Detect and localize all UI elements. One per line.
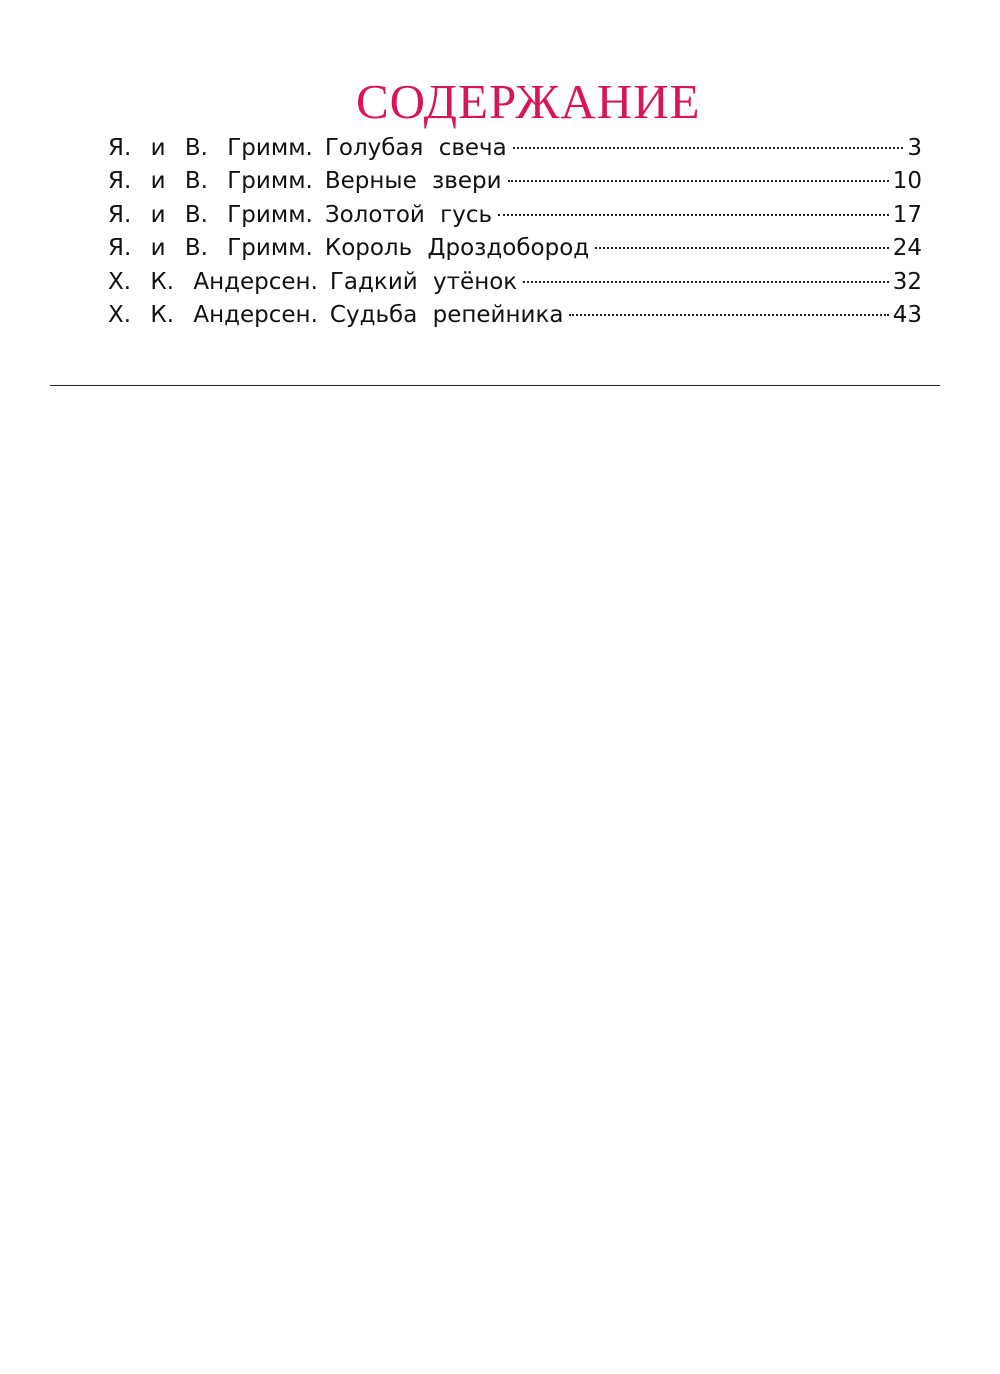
dot-leader [569, 314, 888, 316]
page-title: СОДЕРЖАНИЕ [356, 74, 701, 129]
toc-author: Я. и В. Гримм. [108, 135, 313, 161]
toc-story-title: Гадкий утёнок [329, 268, 518, 295]
toc-entry[interactable] [108, 299, 922, 332]
dot-leader [523, 281, 889, 283]
horizontal-rule [50, 385, 940, 386]
toc-page-number: 24 [892, 235, 922, 262]
toc-author: Я. и В. Гримм. [108, 168, 313, 195]
toc-author: Я. и В. Гримм. [108, 235, 313, 262]
dot-leader [508, 180, 889, 182]
dot-leader [498, 214, 889, 216]
dot-leader [595, 247, 889, 249]
table-of-contents [108, 132, 922, 332]
dot-leader [513, 147, 904, 149]
toc-author: Я. и В. Гримм. [108, 201, 313, 228]
toc-author: Х. К. Андерсен. [108, 268, 318, 295]
toc-entry[interactable] [108, 232, 922, 265]
toc-page-number: 32 [892, 268, 922, 295]
toc-entry[interactable] [108, 165, 922, 198]
toc-author: Х. К. Андерсен. [108, 301, 318, 328]
toc-story-title: Голубая свеча [324, 135, 507, 161]
toc-story-title: Верные звери [324, 168, 502, 195]
toc-story-title: Золотой гусь [324, 201, 493, 228]
toc-page-number: 3 [907, 135, 922, 161]
toc-entry[interactable] [108, 199, 922, 232]
toc-story-title: Король Дроздобород [324, 235, 590, 262]
toc-page-number: 10 [892, 168, 922, 195]
toc-page-number: 17 [892, 201, 922, 228]
toc-entry[interactable] [108, 132, 922, 165]
toc-entry[interactable] [108, 266, 922, 299]
toc-page-number: 43 [892, 301, 922, 328]
toc-story-title: Судьба репейника [329, 301, 564, 328]
